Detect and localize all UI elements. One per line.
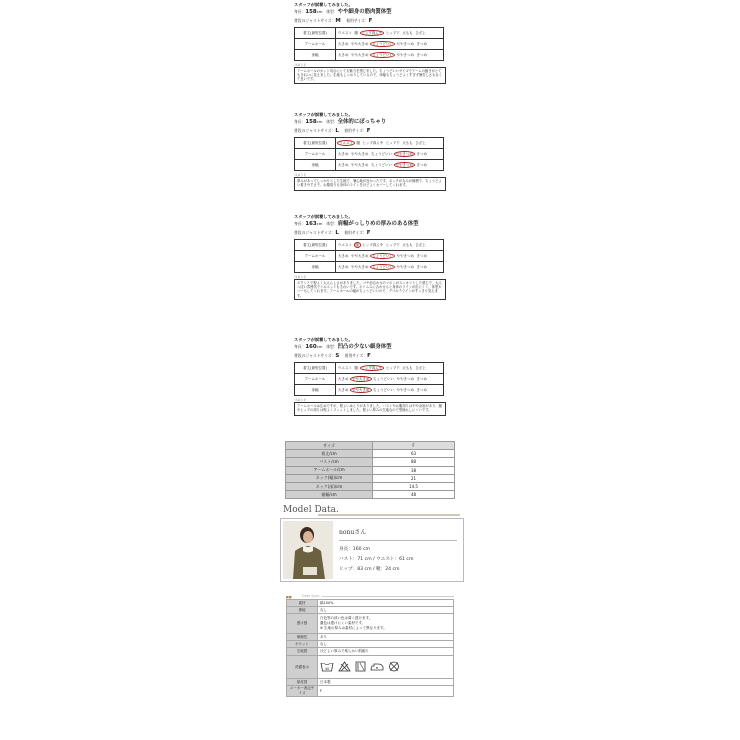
- no-dryclean-icon: [388, 661, 400, 673]
- usual-size-value: S: [335, 353, 345, 359]
- spec-detail-row: [287, 607, 454, 614]
- fit-option: やや大きめ: [351, 52, 369, 57]
- body-type-value: やや細身の筋肉質体型: [337, 9, 392, 16]
- size-table-value: 88: [373, 458, 455, 466]
- model-photo: [283, 521, 333, 579]
- height-unit: cm: [316, 9, 327, 15]
- fit-row: [295, 159, 444, 170]
- spec-detail-key: 伸縮性: [287, 634, 318, 641]
- fit-option: 大きめ: [338, 253, 349, 258]
- wash-temperature: 40: [324, 666, 330, 671]
- fit-option: ちょうどいい: [371, 151, 392, 156]
- size-table-key: ネック(深)/cm: [286, 482, 373, 490]
- spec-detail-row: [287, 614, 454, 634]
- size-table-row: [286, 474, 455, 482]
- spec-detail-key: ポケット: [287, 641, 318, 648]
- body-type-label: 体型：: [326, 221, 338, 227]
- size-table-row: [286, 491, 455, 499]
- spec-detail-value: F: [318, 686, 454, 697]
- fit-option: ちょうどいい: [373, 376, 394, 381]
- fit-table: [294, 362, 444, 396]
- fit-row: [295, 49, 444, 60]
- size-table-key: 裾幅/cm: [286, 491, 373, 499]
- fit-option: ヒップ下: [385, 140, 400, 145]
- review-body-info: [294, 344, 446, 351]
- fit-row-label: 身幅: [295, 261, 336, 272]
- fit-row-label: アームホール: [295, 148, 336, 159]
- fit-option-selected: ややきつめ: [395, 151, 413, 156]
- usual-size-label: 普段のジャストサイズ：: [294, 18, 336, 23]
- fit-option: ちょうどいい: [371, 162, 392, 167]
- worn-size-label: 着用サイズ：: [344, 353, 368, 358]
- comment-label: コメント: [294, 397, 307, 402]
- fit-options: [336, 373, 444, 384]
- spec-detail-value: あり: [318, 634, 454, 641]
- wash-40-icon: [320, 661, 334, 673]
- fit-options: [336, 148, 444, 159]
- size-table-value: 14.5: [373, 482, 455, 490]
- size-table-header-cell: サイズ: [286, 442, 373, 450]
- fit-row: [295, 38, 444, 49]
- iron-low-icon: [370, 661, 384, 673]
- spec-detail-value: なし: [318, 607, 454, 614]
- fit-row: [295, 239, 444, 250]
- fit-option: ややきつめ: [396, 387, 414, 392]
- size-table-row: [286, 466, 455, 474]
- comment-box: アームホールは広めですが、程よいゆとりがありました。バストやお腹周りはやや余裕があり、腰やヒップの周りは程よくフィットしました。程よい厚みの生地なので型崩れしにくいです。: [294, 402, 446, 416]
- fit-option: 太もも: [402, 140, 413, 145]
- fit-option: ウエスト: [338, 365, 352, 370]
- fit-option: ちょうどいい: [373, 387, 394, 392]
- review-size-info: [294, 18, 446, 25]
- fit-option: やや大きめ: [351, 264, 369, 269]
- fit-option: ややきつめ: [396, 253, 414, 258]
- body-type-label: 体型：: [326, 119, 338, 125]
- fit-option: ヒップ真ん中: [362, 140, 384, 145]
- fit-row: [295, 373, 444, 384]
- model-data-card: [280, 518, 464, 582]
- spec-detail-value: 白色等の淡い色は薄く透けます。 濃色は透けにくい素材です。 ※ 生地の厚みは素材によって異なります。: [318, 614, 454, 634]
- fit-option: きつめ: [416, 264, 427, 269]
- review-title: スタッフが試着してみました。: [294, 214, 353, 219]
- model-data-title: Model Data.: [283, 505, 339, 515]
- size-table-header: [286, 442, 455, 450]
- fit-options: [336, 49, 444, 60]
- size-table: [285, 441, 455, 499]
- height-value: 160: [305, 344, 317, 351]
- fit-options: [336, 27, 444, 38]
- fit-option-selected: ちょうどいい: [372, 264, 393, 269]
- fit-option: ヒップ下: [385, 30, 400, 35]
- comment-box: アームホールのカット具合にとても魅力を感じました。ちょうどいいサイズでアームの動きがとてもきれいに見えました。生地もしっかりしているので、体幅もちょうどよくすぎず暑苦しさもなくて良いです。: [294, 67, 446, 84]
- fit-row-label: 身幅: [295, 384, 336, 395]
- fit-option: きつめ: [416, 41, 427, 46]
- usual-size-label: 普段のジャストサイズ：: [294, 230, 336, 235]
- fit-option: やや大きめ: [351, 151, 369, 156]
- fit-option: やや大きめ: [351, 253, 369, 258]
- height-label: 身長：: [294, 9, 306, 15]
- fit-option: ひざ上: [415, 30, 426, 35]
- review-size-info: [294, 230, 446, 237]
- fit-options: [336, 137, 444, 148]
- spec-detail-row: [287, 686, 454, 697]
- fit-option: ヒップ下: [385, 365, 400, 370]
- size-table-value: 21: [373, 474, 455, 482]
- height-label: 身長：: [294, 344, 306, 350]
- fit-option: 大きめ: [338, 376, 349, 381]
- fit-option: ヒップ下: [385, 242, 400, 247]
- spec-detail-key: 透け感: [287, 614, 318, 634]
- fit-option: ひざ上: [415, 365, 426, 370]
- height-unit: cm: [316, 344, 327, 350]
- fit-option: 大きめ: [338, 52, 349, 57]
- fit-option: 大きめ: [338, 162, 349, 167]
- spec-detail-key: 裏地: [287, 607, 318, 614]
- height-label: 身長：: [294, 221, 306, 227]
- data-spec-rule: [322, 596, 454, 597]
- usual-size-value: L: [335, 128, 345, 134]
- spec-detail-key: 原産国: [287, 679, 318, 686]
- review-body-info: [294, 9, 446, 16]
- fit-row-label: 身幅: [295, 159, 336, 170]
- fit-row: [295, 362, 444, 373]
- spec-detail-value: なし: [318, 641, 454, 648]
- fit-option: きつめ: [416, 52, 427, 57]
- fit-option: ウエスト: [338, 30, 352, 35]
- body-type-label: 体型：: [326, 9, 338, 15]
- height-value: 163: [305, 221, 317, 228]
- spec-detail-key: メーカー表記サイズ: [287, 686, 318, 697]
- fit-option: やや大きめ: [351, 162, 369, 167]
- size-table-key: バスト/cm: [286, 458, 373, 466]
- spec-detail-table: [286, 599, 454, 697]
- care-icons: [320, 661, 451, 673]
- fit-row-label: 着丈(最短位置): [295, 362, 336, 373]
- spec-detail-key: 洗濯表示: [287, 656, 318, 679]
- fit-option-selected: ちょうどいい: [372, 52, 393, 57]
- section-marks: ■■: [286, 595, 292, 599]
- fit-row: [295, 137, 444, 148]
- body-type-label: 体型：: [326, 344, 338, 350]
- review-body-info: [294, 119, 446, 126]
- worn-size-value: F: [366, 128, 371, 134]
- fit-row: [295, 250, 444, 261]
- fit-row: [295, 148, 444, 159]
- size-table-key: ネック(幅)/cm: [286, 474, 373, 482]
- fit-option: 腰: [356, 140, 360, 145]
- data-spec-label: Data Spec.: [302, 594, 321, 598]
- worn-size-label: 着用サイズ：: [344, 128, 367, 133]
- spec-detail-key: 生地感: [287, 648, 318, 656]
- fit-option: 腰: [354, 30, 358, 35]
- model-divider: [339, 540, 457, 541]
- fit-option: ややきつめ: [396, 41, 414, 46]
- comment-label: コメント: [294, 172, 307, 177]
- model-height: 身長：160 cm: [339, 547, 371, 552]
- comment-box: ボクシイで程よく大人らしさがありました。ゴチ前合わせのリボンがスッキリとした感じで、大人っぽい雰囲気でシルエットもきれいです。ボトムスに合わせると身体のラインが出にくく、体型カバーもしてくれます。アームホールの幅がちょうどいいので、デコルテラインがすっきり見えます。: [294, 279, 446, 300]
- spec-detail-row: [287, 600, 454, 607]
- fit-option: 太もも: [402, 242, 413, 247]
- fit-options: [336, 250, 444, 261]
- fit-option: きつめ: [416, 387, 427, 392]
- worn-size-label: 着用サイズ：: [346, 18, 369, 23]
- comment-label: コメント: [294, 62, 307, 67]
- height-value: 158: [305, 9, 317, 16]
- size-table-row: [286, 450, 455, 458]
- fit-options: [336, 159, 444, 170]
- fit-row-label: 身幅: [295, 49, 336, 60]
- model-measurements: バスト：71 cm / ウエスト：61 cm: [339, 557, 414, 562]
- fit-option: きつめ: [416, 253, 427, 258]
- fit-row-label: アームホール: [295, 373, 336, 384]
- fit-option: きつめ: [416, 151, 427, 156]
- fit-option: やや大きめ: [351, 41, 369, 46]
- fit-row-label: アームホール: [295, 250, 336, 261]
- worn-size-value: F: [366, 230, 371, 236]
- fit-option: ややきつめ: [396, 264, 414, 269]
- model-hip-shoes: ヒップ：83 cm / 靴：24 cm: [339, 567, 400, 572]
- fit-option-selected: ちょうどいい: [372, 253, 393, 258]
- fit-option: ひざ上: [415, 140, 426, 145]
- size-table-header-cell: F: [373, 442, 455, 450]
- fit-option: 大きめ: [338, 264, 349, 269]
- staff-review-block: [294, 337, 446, 416]
- worn-size-value: F: [367, 353, 371, 359]
- spec-detail-row: [287, 656, 454, 679]
- body-type-value: 肩幅がっしりめの厚みのある体型: [337, 221, 419, 228]
- fit-option-selected: ヒップ真ん中: [361, 365, 383, 370]
- fit-table: [294, 137, 444, 171]
- usual-size-label: 普段のジャストサイズ：: [294, 128, 336, 133]
- fit-option: 大きめ: [338, 387, 349, 392]
- size-table-row: [286, 482, 455, 490]
- spec-detail-row: [287, 679, 454, 686]
- size-table-key: 着丈/cm: [286, 450, 373, 458]
- size-table-value: 48: [373, 491, 455, 499]
- spec-detail-value: [318, 656, 454, 679]
- spec-detail-row: [287, 641, 454, 648]
- comment-label: コメント: [294, 274, 307, 279]
- usual-size-value: L: [335, 230, 345, 236]
- fit-option-selected: やや大きめ: [352, 387, 370, 392]
- review-size-info: [294, 128, 446, 135]
- size-table-value: 63: [373, 450, 455, 458]
- fit-option-selected: ウエスト: [339, 140, 353, 145]
- fit-option: 大きめ: [338, 41, 349, 46]
- fit-option: 太もも: [402, 365, 413, 370]
- review-size-info: [294, 353, 446, 360]
- review-title: スタッフが試着してみました。: [294, 2, 353, 7]
- fit-row-label: 着丈(最短位置): [295, 239, 336, 250]
- height-value: 158: [305, 119, 317, 126]
- tumble-dry-icon: [355, 661, 366, 673]
- fit-option: 大きめ: [338, 151, 349, 156]
- fit-option: きつめ: [416, 162, 427, 167]
- spec-detail-key: 素材: [287, 600, 318, 607]
- fit-options: [336, 261, 444, 272]
- spec-detail-row: [287, 634, 454, 641]
- spec-detail-value: 日本製: [318, 679, 454, 686]
- fit-row-label: 着丈(最短位置): [295, 137, 336, 148]
- staff-review-block: [294, 2, 446, 84]
- fit-option: ややきつめ: [396, 52, 414, 57]
- height-unit: cm: [316, 119, 327, 125]
- worn-size-value: F: [368, 18, 373, 24]
- fit-option-selected: ややきつめ: [395, 162, 413, 167]
- fit-options: [336, 384, 444, 395]
- body-type-value: 凹凸の少ない細身体型: [337, 344, 392, 351]
- fit-option: きつめ: [416, 376, 427, 381]
- usual-size-label: 普段のジャストサイズ：: [294, 353, 336, 358]
- fit-row: [295, 261, 444, 272]
- worn-size-label: 着用サイズ：: [344, 230, 367, 235]
- fit-row-label: 着丈(最短位置): [295, 27, 336, 38]
- review-title: スタッフが試着してみました。: [294, 112, 353, 117]
- staff-review-block: [294, 214, 446, 300]
- model-name: nonuさん: [339, 529, 367, 536]
- size-table-row: [286, 458, 455, 466]
- size-table-value: 38: [373, 466, 455, 474]
- fit-row-label: アームホール: [295, 38, 336, 49]
- fit-option-selected: やや大きめ: [352, 376, 370, 381]
- usual-size-value: M: [335, 18, 347, 24]
- fit-options: [336, 362, 444, 373]
- fit-option-selected: ちょうどいい: [372, 41, 393, 46]
- fit-option: ウエスト: [338, 242, 352, 247]
- spec-detail-value: 綿100%: [318, 600, 454, 607]
- fit-option: 太もも: [402, 30, 413, 35]
- fit-options: [336, 38, 444, 49]
- fit-row: [295, 27, 444, 38]
- spec-detail-value: ほどよい厚みで柔らかい肌触り: [318, 648, 454, 656]
- fit-row: [295, 384, 444, 395]
- height-unit: cm: [316, 221, 327, 227]
- model-title-rule: [318, 514, 460, 516]
- spec-detail-row: [287, 648, 454, 656]
- body-type-value: 全体的にぽっちゃり: [337, 119, 387, 126]
- review-title: スタッフが試着してみました。: [294, 337, 353, 342]
- fit-option-selected: ヒップ真ん中: [361, 30, 383, 35]
- fit-option: ややきつめ: [396, 376, 414, 381]
- fit-option: ヒップ真ん中: [362, 242, 384, 247]
- no-bleach-icon: [338, 661, 351, 673]
- size-table-key: アームホール/cm: [286, 466, 373, 474]
- review-body-info: [294, 221, 446, 228]
- fit-option: ひざ上: [415, 242, 426, 247]
- comment-box: 厚みがあってしっかりとした生地で、暑心地が良かったです。ネックが丸みが綺麗で、ちょうどよい着きやすさで、お腹周りも身体のラインをほどよくカバーしてくれます。: [294, 177, 446, 191]
- fit-options: [336, 239, 444, 250]
- fit-option: 腰: [354, 365, 358, 370]
- height-label: 身長：: [294, 119, 306, 125]
- fit-table: [294, 239, 444, 273]
- fit-table: [294, 27, 444, 61]
- staff-review-block: [294, 112, 446, 191]
- fit-option-selected: 腰: [355, 242, 359, 247]
